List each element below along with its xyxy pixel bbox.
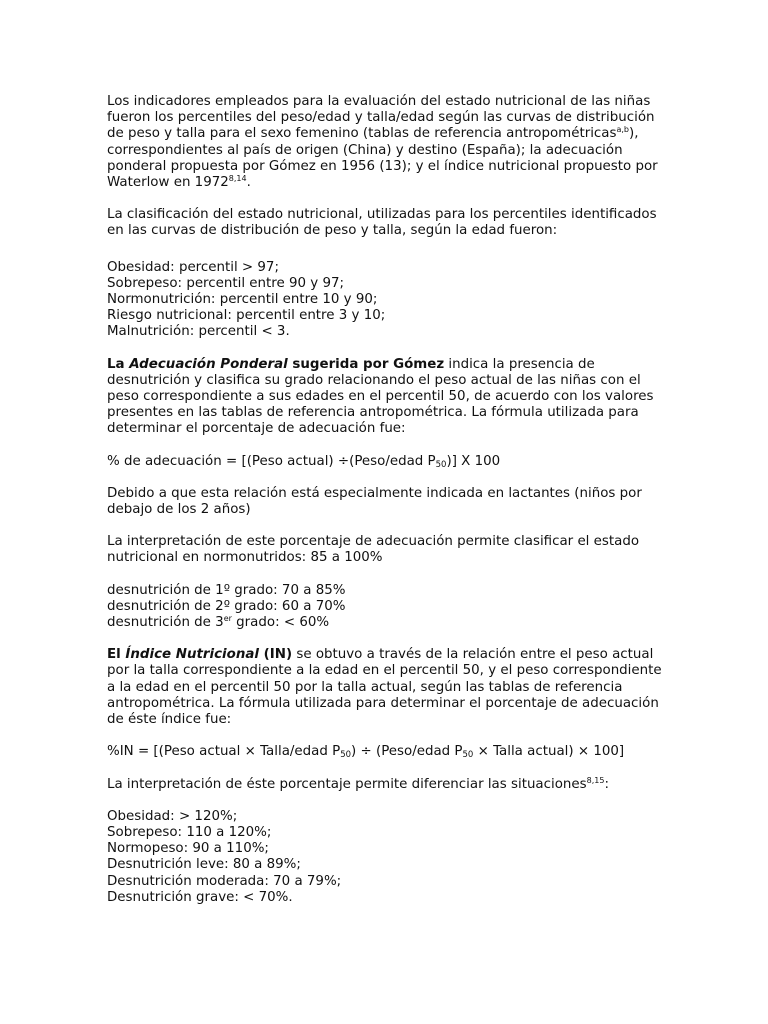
paragraph-interpretation: La interpretación de este porcentaje de adecuación permite clasificar el estado nutricional en normonutridos: 85 a 100% xyxy=(107,534,640,566)
list-item: Normopeso: 90 a 110%; xyxy=(107,841,269,857)
list-item: Normonutrición: percentil entre 10 y 90; xyxy=(107,292,378,308)
in-classification-list xyxy=(107,809,667,906)
percentile-classification-list xyxy=(107,260,667,341)
formula-adecuacion: % de adecuación = [(Peso actual) ÷(Peso/edad $P_{50}$)] X 100 xyxy=(107,453,501,470)
footnote-ref: 8,15 xyxy=(586,775,605,785)
list-item: desnutrición de 3er grado: < 60% xyxy=(107,614,330,631)
list-item: Desnutrición leve: 80 a 89%; xyxy=(107,857,301,873)
list-item: Desnutrición moderada: 70 a 79%; xyxy=(107,873,342,889)
footnote-ref: 8,14 xyxy=(228,174,247,184)
list-item: Desnutrición grave: < 70%. xyxy=(107,889,293,905)
paragraph-lactantes: Debido a que esta relación está especialmente indicada en lactantes (niños por debajo de los 2 años) xyxy=(107,485,642,518)
paragraph-adecuacion-ponderal: La Adecuación Ponderal sugerida por Gómez indica la presencia de desnutrición y clasifica su grado relacionando el peso actual de las niñas con el peso correspondiente a sus edades en el percentil 50, de acuerdo con los valores presentes en las tablas de referencia antropométrica. La fórmula utilizada para determinar el porcentaje de adecuación fue: xyxy=(107,356,654,437)
document-body xyxy=(107,94,667,922)
paragraph-indicators: Los indicadores empleados para la evaluación del estado nutricional de las niñas fueron los percentiles del peso/edad y talla/edad según las curvas de distribución de peso y talla para el sexo femenino (tablas de referencia antropométricas$^{a,b}$), correspondientes al país de origen (China) y destino (España); la adecuación ponderal propuesta por Gómez en 1956 (13); y el índice nutricional propuesto por Waterlow en 1972$^{8,14}$. xyxy=(107,94,658,191)
list-item: Sobrepeso: percentil entre 90 y 97; xyxy=(107,275,345,291)
paragraph-indice-nutricional: El Índice Nutricional (IN) se obtuvo a través de la relación entre el peso actual por la talla correspondiente a la edad en el percentil 50, y el peso correspondiente a la edad en el percentil 50 por la talla actual, según las tablas de referencia antropométrica. La fórmula utilizada para determinar el porcentaje de adecuación de éste índice fue: xyxy=(107,647,662,728)
paragraph-classification-intro: La clasificación del estado nutricional, utilizadas para los percentiles identificados en las curvas de distribución de peso y talla, según la edad fueron: xyxy=(107,207,657,239)
desnutricion-grades-list xyxy=(107,583,667,632)
list-item: Riesgo nutricional: percentil entre 3 y 10; xyxy=(107,308,386,324)
list-item: desnutrición de 2º grado: 60 a 70% xyxy=(107,598,346,614)
list-item: Obesidad: percentil > 97; xyxy=(107,259,279,275)
list-item: Malnutrición: percentil < 3. xyxy=(107,324,290,340)
formula-in: %IN = [(Peso actual × Talla/edad $P_{50}$) ÷ (Peso/edad $P_{50}$ × Talla actual) × 100] xyxy=(107,744,625,761)
paragraph-situaciones: La interpretación de éste porcentaje permite diferenciar las situaciones$^{8,15}$: xyxy=(107,775,609,792)
list-item: Obesidad: > 120%; xyxy=(107,808,238,824)
list-item: Sobrepeso: 110 a 120%; xyxy=(107,824,272,840)
list-item: desnutrición de 1º grado: 70 a 85% xyxy=(107,582,346,598)
footnote-ref: a,b xyxy=(616,125,629,135)
